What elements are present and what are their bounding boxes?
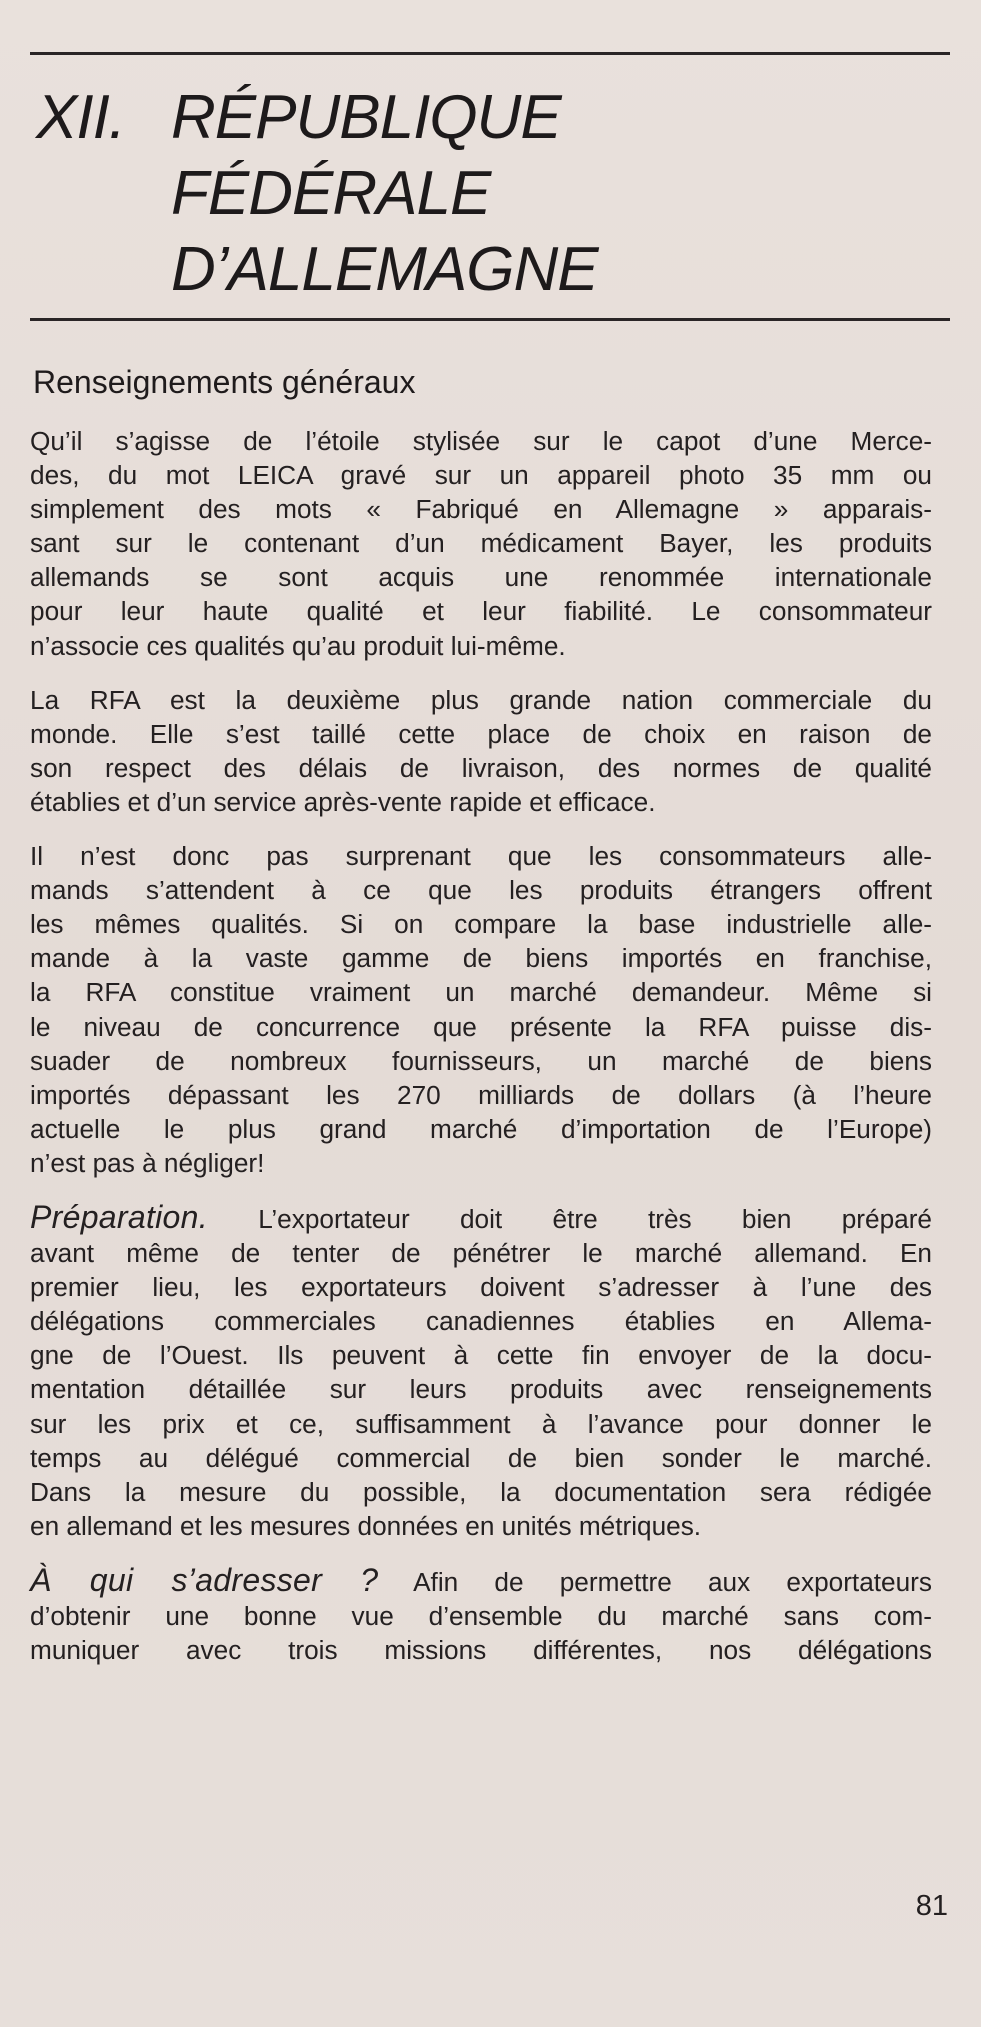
text-line: Dans la mesure du possible, la documentation sera rédigée xyxy=(30,1476,932,1507)
text-line: avant même de tenter de pénétrer le marché allemand. En xyxy=(30,1238,932,1269)
top-rule xyxy=(30,52,950,55)
text-line-rest: Afin de permettre aux exportateurs xyxy=(378,1566,932,1597)
text-line: allemands se sont acquis une renommée internationale xyxy=(30,562,932,593)
text-line: les mêmes qualités. Si on compare la base industrielle alle- xyxy=(30,909,932,940)
text-line: Qu’il s’agisse de l’étoile stylisée sur le capot d’une Merce- xyxy=(30,426,932,456)
text-line: premier lieu, les exportateurs doivent s’adresser à l’une des xyxy=(30,1272,932,1303)
text-line xyxy=(30,1200,932,1236)
text-line: mande à la vaste gamme de biens importés en franchise, xyxy=(30,943,932,974)
text-line: sur les prix et ce, suffisamment à l’avance pour donner le xyxy=(30,1408,932,1439)
paragraph-1 xyxy=(30,424,932,663)
bottom-rule xyxy=(30,318,950,321)
text-line: suader de nombreux fournisseurs, un marché de biens xyxy=(30,1045,932,1076)
text-line: des, du mot LEICA gravé sur un appareil photo 35 mm ou xyxy=(30,460,932,491)
chapter-number: XII. xyxy=(36,83,126,152)
text-line: La RFA est la deuxième plus grande nation commerciale du xyxy=(30,684,932,715)
text-line: mentation détaillée sur leurs produits avec renseignements xyxy=(30,1374,932,1405)
text-line: établies et d’un service après-vente rapide et efficace. xyxy=(30,786,656,817)
text-line: d’obtenir une bonne vue d’ensemble du marché sans com- xyxy=(30,1601,932,1631)
text-line: en allemand et les mesures données en unités métriques. xyxy=(30,1510,702,1541)
paragraph-contact xyxy=(30,1563,932,1667)
run-in-heading: Préparation. xyxy=(30,1198,208,1235)
text-line: n’associe ces qualités qu’au produit lui-même. xyxy=(30,630,566,661)
text-line: mands s’attendent à ce que les produits étrangers offrent xyxy=(30,875,932,906)
chapter-title xyxy=(171,80,931,308)
text-line: muniquer avec trois missions différentes, nos délégations xyxy=(30,1635,932,1666)
run-in-heading: À qui s’adresser ? xyxy=(30,1561,379,1598)
text-line-rest: L’exportateur doit être très bien préparé xyxy=(207,1203,932,1234)
text-line: monde. Elle s’est taillé cette place de choix en raison de xyxy=(30,718,932,749)
chapter-title-line: FÉDÉRALE xyxy=(171,159,491,228)
text-line xyxy=(30,1563,932,1599)
paragraph-3 xyxy=(30,839,932,1180)
text-line: Il n’est donc pas surprenant que les consommateurs alle- xyxy=(30,841,932,872)
text-line: gne de l’Ouest. Ils peuvent à cette fin envoyer de la docu- xyxy=(30,1340,932,1371)
chapter-title-line: RÉPUBLIQUE xyxy=(171,83,561,152)
paragraph-preparation xyxy=(30,1200,932,1543)
text-line: son respect des délais de livraison, des normes de qualité xyxy=(30,752,932,783)
page-number: 81 xyxy=(915,1890,948,1922)
text-line: délégations commerciales canadiennes établies en Allema- xyxy=(30,1306,932,1337)
chapter-title-line: D’ALLEMAGNE xyxy=(171,235,598,304)
text-line: le niveau de concurrence que présente la RFA puisse dis- xyxy=(30,1011,932,1042)
text-line: la RFA constitue vraiment un marché demandeur. Même si xyxy=(30,977,932,1008)
text-line: actuelle le plus grand marché d’importation de l’Europe) xyxy=(30,1113,932,1144)
text-line: n’est pas à négliger! xyxy=(30,1147,265,1178)
text-line: importés dépassant les 270 milliards de dollars (à l’heure xyxy=(30,1079,932,1110)
text-line: sant sur le contenant d’un médicament Bayer, les produits xyxy=(30,528,932,559)
text-line: pour leur haute qualité et leur fiabilité. Le consommateur xyxy=(30,596,932,627)
text-line: simplement des mots « Fabriqué en Allemagne » apparais- xyxy=(30,494,932,525)
section-heading: Renseignements généraux xyxy=(33,364,416,400)
text-line: temps au délégué commercial de bien sonder le marché. xyxy=(30,1442,932,1473)
body-text xyxy=(30,424,932,1687)
paragraph-2 xyxy=(30,683,932,819)
